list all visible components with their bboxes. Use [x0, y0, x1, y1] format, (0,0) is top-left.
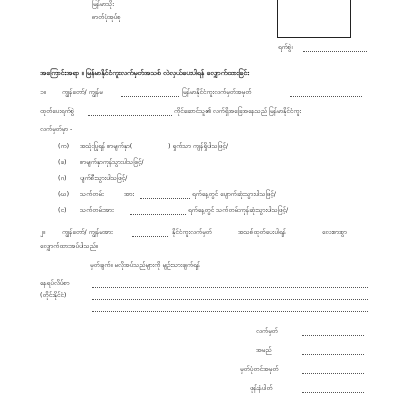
- photo-box: [277, 0, 351, 38]
- para1-line1-b: မြန်မာနိုင်ငံကူးလက်မှတ်အမှတ်: [182, 89, 252, 96]
- para1-line1-a: ကျွန်တော်/ ကျွန်မ: [62, 89, 103, 96]
- address-line-1[interactable]: [92, 287, 368, 288]
- header-line-2: ဓာတ်ပုံအုပ်စု: [92, 14, 121, 21]
- para1-line2-b: ကိုင်ဆောင်သူ၏ လက်ရှိအခြေအနေသည် မြန်မာနိုင်ငံကူး: [174, 108, 302, 115]
- para2-line2: လျှောက်ထားအပ်ပါသည်။: [40, 243, 98, 250]
- address-line-3[interactable]: [92, 311, 368, 312]
- para1-line2-a: ထုတ်ပေးရက်စွဲ: [40, 108, 75, 115]
- signature-label: လက်မှတ်: [256, 328, 278, 335]
- option-d-suffix: ရက်နေ့တွင် ပျောက်ဆုံးသွားပါသဖြင့်/: [192, 191, 276, 198]
- name-field[interactable]: [302, 354, 364, 355]
- para2-line1-a: ကျွန်တော်/ ကျွန်မအား: [62, 229, 113, 236]
- option-a-suffix: ) ရှက်သာ ကျန်ရှိပါသဖြင့်/: [168, 143, 228, 150]
- issue-date-field[interactable]: [88, 115, 172, 116]
- para2-line1-b: နိုင်ငံကူးလက်မှတ်: [172, 229, 212, 236]
- subject-line: အကြောင်းအရာ ။ မြန်မာနိုင်ငံကူးလက်မှတ်အသစ် လဲလှယ်ပေးပါရန် လျှောက်ထားခြင်း: [40, 69, 249, 77]
- nrc-label: မှတ်ပုံတင်အမှတ်: [240, 366, 279, 373]
- option-e-suffix: ရက်နေ့တွင် သက်တမ်းကုန်ဆုံးသွားပါသဖြင့်/: [188, 207, 289, 214]
- date-field[interactable]: [303, 51, 367, 52]
- passport-number-field[interactable]: [290, 96, 362, 97]
- option-e-index: (င): [58, 207, 67, 214]
- note-text: မှတ်ချက်။ မလိုအပ်သည်များကို မျဉ်းသားဖျက်ရန်: [90, 262, 200, 269]
- para2-blank-field[interactable]: [132, 236, 168, 237]
- phone-label: ဖုန်းနံပါတ်: [250, 385, 273, 392]
- header-line-1: မြန်မာသိုး: [92, 1, 114, 8]
- para2-number: ၂။: [40, 229, 45, 236]
- option-d-text: သက်တမ်း: [80, 191, 104, 198]
- option-b-index: (ခ): [58, 159, 67, 166]
- option-c-index: (ဂ): [58, 175, 67, 182]
- lost-date-field[interactable]: [140, 198, 190, 199]
- phone-field[interactable]: [302, 392, 364, 393]
- address-line-2[interactable]: [92, 299, 368, 300]
- option-a-index: (က): [58, 143, 70, 150]
- address-sublabel: (တိုင်းနိုင်ငံ): [40, 292, 67, 299]
- name-label: အမည်: [256, 347, 272, 354]
- option-e-text: သက်တမ်းအား: [80, 207, 114, 214]
- para2-line1-c: အသစ်ထုတ်ပေးပါရန်: [238, 229, 286, 236]
- option-d-mid: အား: [124, 191, 134, 198]
- option-a-text: အသုံးပြုရန် စာမျက်နှာ(: [80, 143, 133, 150]
- address-label: နေရပ်လိပ်စာ: [40, 280, 70, 287]
- date-label: ရက်စွဲ၊: [278, 44, 293, 51]
- applicant-name-field[interactable]: [121, 96, 179, 97]
- signature-field[interactable]: [302, 335, 364, 336]
- option-b-text: စာမျက်နှာကုန်သွားပါသဖြင့်/: [80, 159, 144, 166]
- option-d-index: (ဃ): [58, 191, 70, 198]
- para1-number: ၁။: [40, 89, 46, 96]
- expiry-date-field[interactable]: [130, 214, 186, 215]
- para1-line3: လက်မှတ်မှာ -: [40, 126, 73, 133]
- option-c-text: ပျက်စီးသွားပါသဖြင့်/: [80, 175, 128, 182]
- para2-line1-d: လေးစားစွာ: [322, 229, 347, 236]
- nrc-field[interactable]: [302, 373, 364, 374]
